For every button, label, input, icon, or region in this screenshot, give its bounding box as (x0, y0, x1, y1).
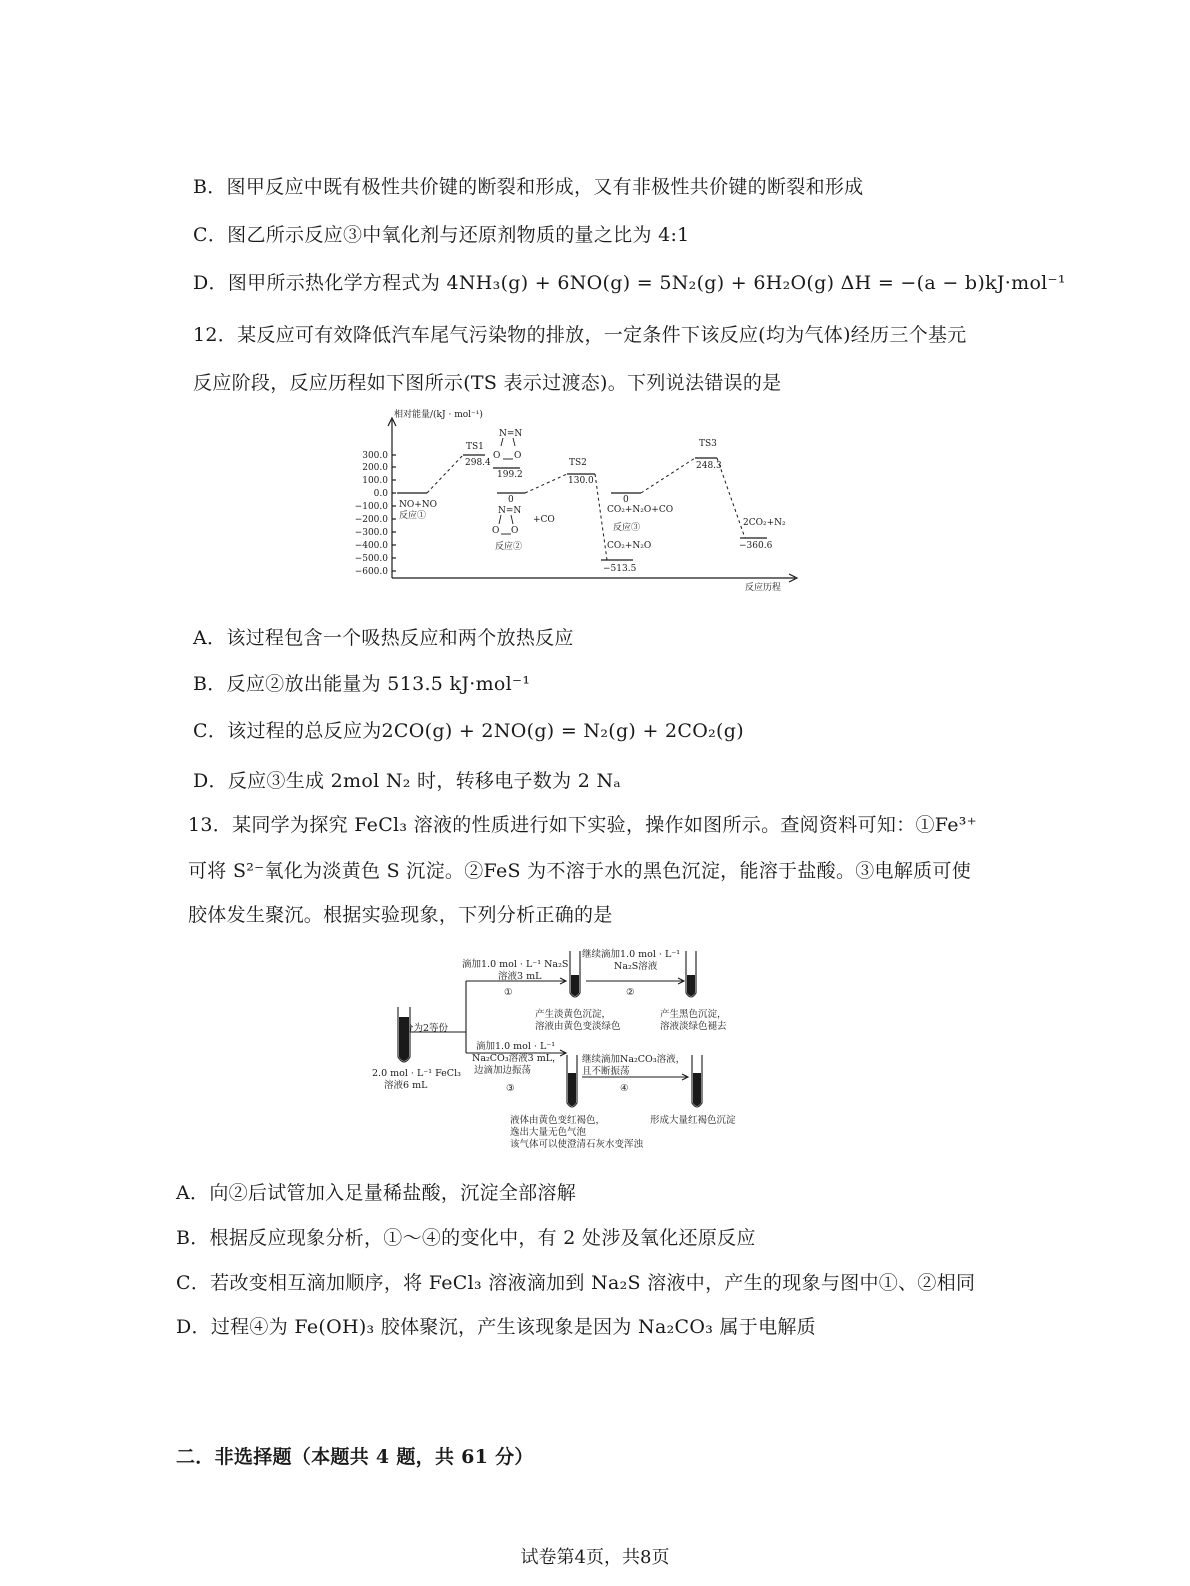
ts2-label: TS2 (569, 458, 587, 468)
q13-stem-line3: 胶体发生聚沉。根据实验现象，下列分析正确的是 (188, 904, 613, 926)
ytick: −200.0 (354, 515, 388, 525)
ts3-value: 248.3 (696, 461, 722, 471)
ytick: −600.0 (354, 567, 388, 577)
reaction-3-label: 反应③ (613, 523, 641, 533)
obs1-line2: 溶液由黄色变淡绿色 (535, 1021, 621, 1032)
x-axis-label: 反应历程 (745, 583, 782, 593)
q13-option-d: D．过程④为 Fe(OH)₃ 胶体聚沉，产生该现象是因为 Na₂CO₃ 属于电解质 (176, 1316, 816, 1338)
experiment-flow-diagram (370, 945, 770, 1155)
q11-option-d: D．图甲所示热化学方程式为 4NH₃(g) + 6NO(g) = 5N₂(g) + 6H₂O(g) ΔH = −(a − b)kJ·mol⁻¹ (193, 272, 1066, 294)
step3-line3: 边滴加边振荡 (474, 1065, 532, 1076)
q12-option-a: A．该过程包含一个吸热反应和两个放热反应 (193, 627, 574, 649)
step1-line1: 滴加1.0 mol · L⁻¹ Na₂S (462, 959, 569, 970)
re0-species: CO₂+N₂O+CO (607, 505, 674, 515)
int1-nn: N=N (499, 429, 523, 439)
q13-option-a: A．向②后试管加入足量稀盐酸，沉淀全部溶解 (176, 1182, 577, 1204)
step2-number: ② (626, 987, 635, 998)
step2-line2: Na₂S溶液 (614, 961, 658, 972)
step4-line2: 且不断振荡 (582, 1066, 630, 1077)
ts2-value: 130.0 (568, 476, 594, 486)
low-species: CO₂+N₂O (607, 541, 652, 551)
obs4: 形成大量红褐色沉淀 (650, 1115, 736, 1126)
int1-o2: O (514, 451, 522, 461)
start-solution-line1: 2.0 mol · L⁻¹ FeCl₃ (372, 1068, 461, 1079)
obs1-line1: 产生淡黄色沉淀， (535, 1009, 612, 1020)
energy-profile-diagram (354, 410, 805, 596)
y-axis-label: 相对能量/(kJ · mol⁻¹) (394, 410, 483, 420)
ytick: −300.0 (354, 528, 388, 538)
step4-line1: 继续滴加Na₂CO₃溶液， (582, 1054, 686, 1065)
q13-stem-line1: 13．某同学为探究 FeCl₃ 溶液的性质进行如下实验，操作如图所示。查阅资料可知：①Fe³⁺ (188, 814, 978, 836)
obs2-line1: 产生黑色沉淀， (660, 1009, 727, 1020)
start-solution-line2: 溶液6 mL (384, 1080, 428, 1091)
ts1-label: TS1 (466, 442, 484, 452)
end-species: 2CO₂+N₂ (743, 518, 786, 528)
section-heading: 二．非选择题（本题共 4 题，共 61 分） (176, 1446, 534, 1468)
obs3-line2: 逸出大量无色气泡 (510, 1127, 587, 1138)
step2-line1: 继续滴加1.0 mol · L⁻¹ (582, 949, 681, 960)
int2-co: +CO (533, 515, 555, 525)
step1-number: ① (504, 987, 513, 998)
low-value: −513.5 (603, 564, 637, 574)
ytick: −500.0 (354, 554, 388, 564)
step3-line2: Na₂CO₃溶液3 mL， (472, 1053, 562, 1064)
step1-line2: 溶液3 mL (498, 971, 542, 982)
step3-number: ③ (506, 1083, 515, 1094)
ytick: −100.0 (354, 502, 388, 512)
ytick: 200.0 (362, 463, 388, 473)
reaction-2-label: 反应② (495, 542, 523, 552)
q12-stem-line2: 反应阶段，反应历程如下图所示(TS 表示过渡态)。下列说法错误的是 (193, 372, 782, 394)
step4-number: ④ (620, 1083, 629, 1094)
ytick: −400.0 (354, 541, 388, 551)
re0-value: 0 (623, 495, 629, 505)
reaction-1-label: 反应① (399, 511, 427, 521)
ts3-label: TS3 (699, 439, 717, 449)
q13-option-c: C．若改变相互滴加顺序，将 FeCl₃ 溶液滴加到 Na₂S 溶液中，产生的现象与图中①、②相同 (176, 1272, 976, 1294)
split-label: 分为2等份 (404, 1023, 449, 1034)
int2-o1: O (492, 526, 500, 536)
q13-stem-line2: 可将 S²⁻氧化为淡黄色 S 沉淀。②FeS 为不溶于水的黑色沉淀，能溶于盐酸。③电解质可使 (188, 860, 972, 882)
obs3-line3: 该气体可以使澄清石灰水变浑浊 (510, 1139, 644, 1150)
obs3-line1: 液体由黄色变红褐色， (510, 1115, 606, 1126)
q12-option-d: D．反应③生成 2mol N₂ 时，转移电子数为 2 Nₐ (193, 770, 622, 792)
int2-value: 0 (508, 495, 514, 505)
int2-o2: O (511, 526, 519, 536)
end-value: −360.6 (739, 541, 773, 551)
q12-stem-line1: 12．某反应可有效降低汽车尾气污染物的排放，一定条件下该反应(均为气体)经历三个基元 (193, 324, 967, 346)
ts1-value: 298.4 (465, 458, 491, 468)
obs2-line2: 溶液淡绿色褪去 (660, 1021, 727, 1032)
int2-nn: N=N (498, 506, 522, 516)
ytick: 0.0 (373, 489, 388, 499)
int1-o1: O (493, 451, 501, 461)
q11-option-c: C．图乙所示反应③中氧化剂与还原剂物质的量之比为 4:1 (193, 224, 690, 246)
q11-option-b: B．图甲反应中既有极性共价键的断裂和形成，又有非极性共价键的断裂和形成 (193, 176, 864, 198)
int1-value: 199.2 (497, 470, 523, 480)
ytick: 300.0 (362, 451, 388, 461)
page-footer: 试卷第4页，共8页 (520, 1547, 670, 1568)
step3-line1: 滴加1.0 mol · L⁻¹ (476, 1041, 556, 1052)
q13-option-b: B．根据反应现象分析，①～④的变化中，有 2 处涉及氧化还原反应 (176, 1227, 756, 1249)
q12-option-b: B．反应②放出能量为 513.5 kJ·mol⁻¹ (193, 673, 531, 695)
q12-option-c: C．该过程的总反应为2CO(g) + 2NO(g) = N₂(g) + 2CO₂(g) (193, 720, 744, 742)
ytick: 100.0 (362, 476, 388, 486)
start-species: NO+NO (399, 500, 438, 510)
